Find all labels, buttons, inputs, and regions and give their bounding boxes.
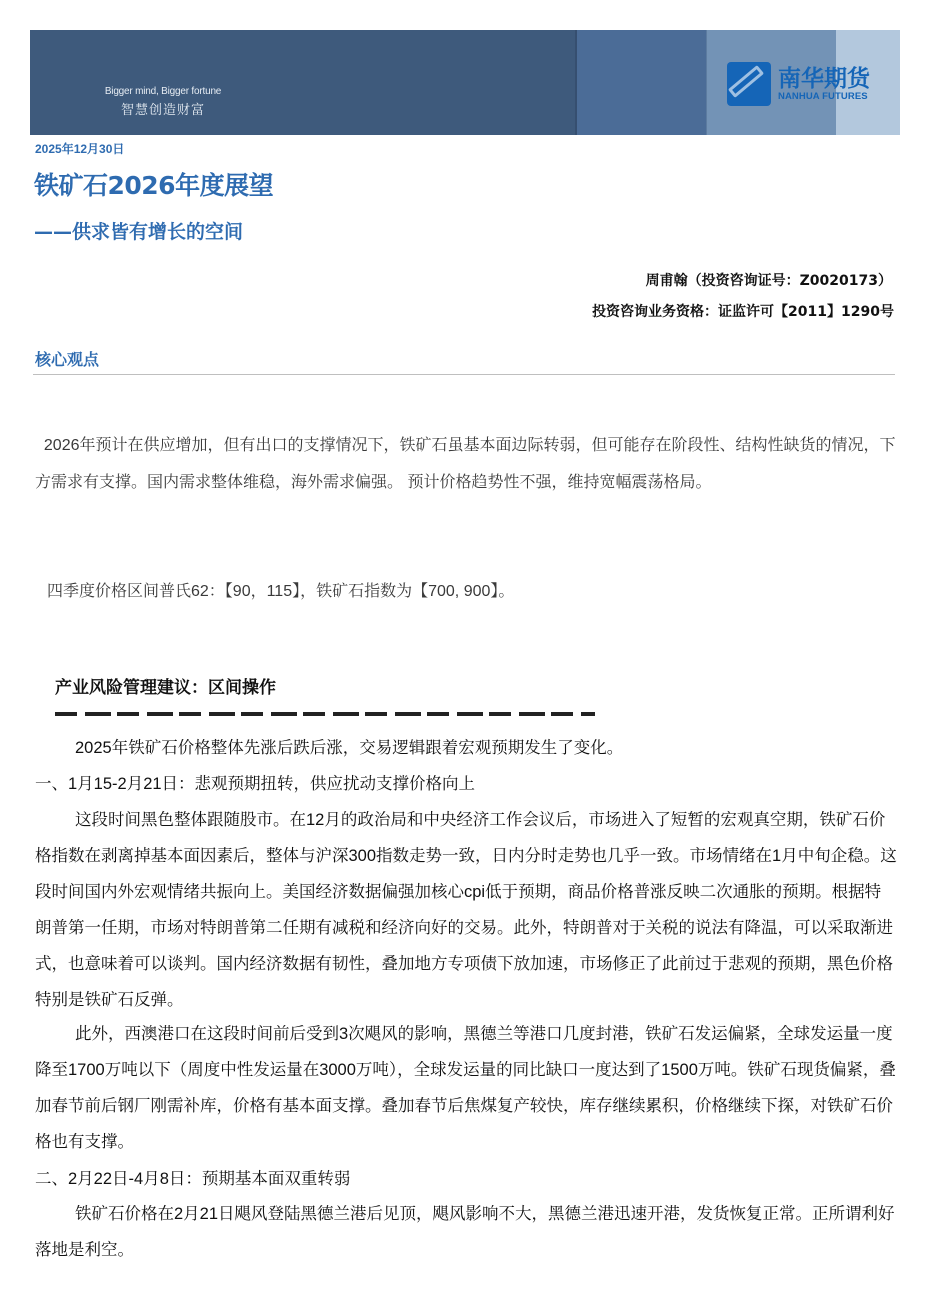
slogan-english: Bigger mind, Bigger fortune (104, 86, 222, 97)
report-subtitle: ——供求皆有增长的空间 (34, 221, 244, 243)
price-range-statement: 四季度价格区间普氏62：【90，115】，铁矿石指数为【700, 900】。 (47, 583, 515, 600)
body-paragraph-4: 铁矿石价格在2月21日飓风登陆黑德兰港后见顶，飓风影响不大，黑德兰港迅速开港，发货恢复正常。正所谓利好落地是利空。 (35, 1205, 895, 1259)
nanhua-logo-icon (727, 62, 771, 106)
report-title: 铁矿石2026年度展望 (34, 171, 274, 200)
clipped-text-line (55, 712, 595, 716)
section-divider (33, 374, 895, 375)
author-credential: 周甫翰（投资咨询证号：Z0020173） (645, 273, 892, 289)
body-paragraph-intro: 2025年铁矿石价格整体先涨后跌后涨，交易逻辑跟着宏观预期发生了变化。 (75, 739, 624, 757)
core-views-paragraph: 2026年预计在供应增加，但有出口的支撑情况下，铁矿石虽基本面边际转弱，但可能存在阶段性、结构性缺货的情况，下方需求有支撑。国内需求整体维稳，海外需求偏强。 预计价格趋势性不强，维持宽幅震荡格局。 (35, 437, 896, 491)
banner-band-dark (30, 30, 575, 135)
header-banner (30, 30, 900, 135)
logo-english-name: NANHUA FUTURES (778, 90, 868, 102)
core-views-heading: 核心观点 (35, 350, 100, 369)
section-heading-1: 一、1月15-2月21日：悲观预期扭转，供应扰动支撑价格向上 (35, 775, 476, 793)
section-heading-2: 二、2月22日-4月8日：预期基本面双重转弱 (35, 1170, 351, 1188)
body-paragraph-3: 此外，西澳港口在这段时间前后受到3次飓风的影响，黑德兰等港口几度封港，铁矿石发运偏紧，全球发运量一度降至1700万吨以下（周度中性发运量在3000万吨），全球发运量的同比缺口一度达到了1500万吨。铁矿石现货偏紧，叠加春节前后钢厂刚需补库，价格有基本面支撑。叠加春节后焦煤复产较快，库存继续累积，价格继续下探，对铁矿石价格也有支撑。 (35, 1025, 896, 1151)
report-date: 2025年12月30日 (35, 142, 125, 156)
license-info: 投资咨询业务资格：证监许可【2011】1290号 (592, 304, 894, 320)
slogan (88, 86, 238, 118)
body-paragraph-2: 这段时间黑色整体跟随股市。在12月的政治局和中央经济工作会议后，市场进入了短暂的宏观真空期，铁矿石价格指数在剥离掉基本面因素后，整体与沪深300指数走势一致，日内分时走势也几乎一致。市场情绪在1月中旬企稳。这段时间国内外宏观情绪共振向上。美国经济数据偏强加核心cpi低于预期，商品价格普涨反映二次通胀的预期。根据特朗普第一任期，市场对特朗普第二任期有减税和经济向好的交易。此外，特朗普对于关税的说法有降温，可以采取渐进式，也意味着可以谈判。国内经济数据有韧性，叠加地方专项债下放加速，市场修正了此前过于悲观的预期，黑色价格特别是铁矿石反弹。 (35, 811, 897, 1009)
logo-chinese-name: 南华期货 (778, 65, 870, 92)
risk-management-heading: 产业风险管理建议：区间操作 (55, 678, 276, 698)
company-logo (727, 62, 870, 106)
banner-band-mid (575, 30, 706, 135)
slogan-chinese: 智慧创造财富 (120, 103, 205, 118)
